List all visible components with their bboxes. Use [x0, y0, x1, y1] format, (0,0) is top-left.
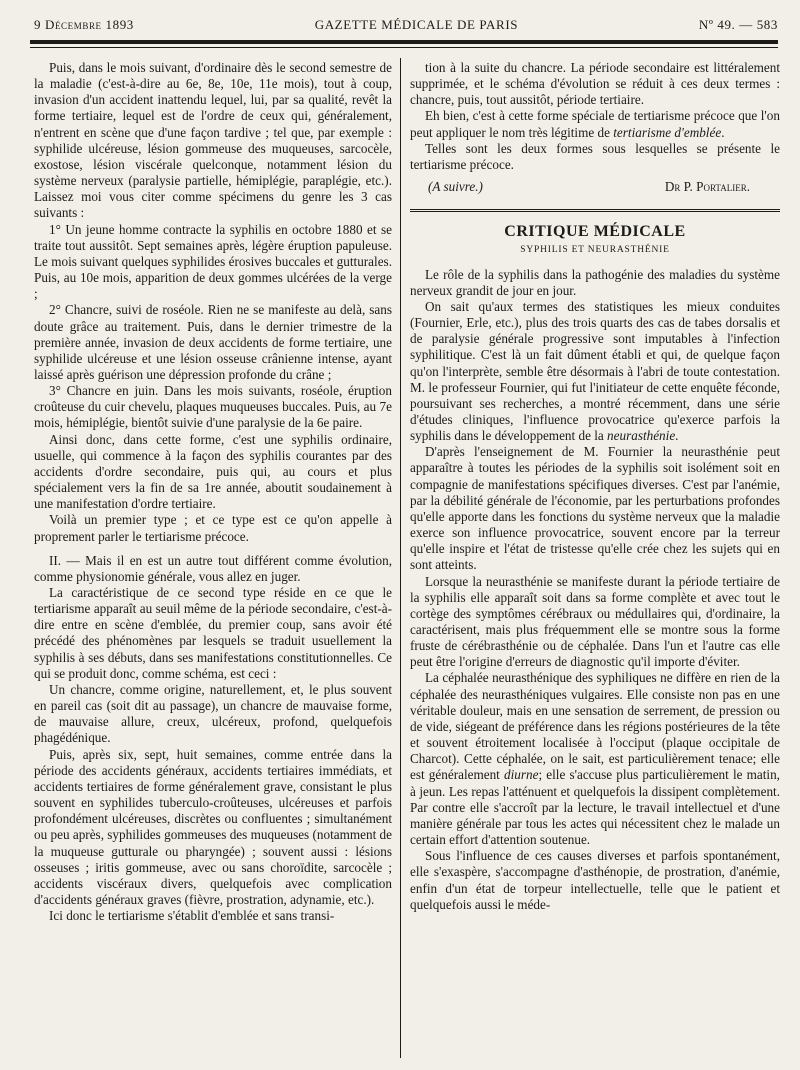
- paragraph: II. — Mais il en est un autre tout différent comme évolution, comme physionomie générale, vous allez en juger.: [34, 552, 392, 584]
- text-run: .: [721, 124, 725, 140]
- paragraph: Voilà un premier type ; et ce type est ce qu'on appelle à proprement parler le tertiarisme précoce.: [34, 512, 392, 544]
- paragraph: Lorsque la neurasthénie se manifeste durant la période tertiaire de la syphilis elle apparaît soit dans sa forme complète et avec tout le cortège des symptômes cérébraux ou médullaires qui, d'ordinaire, la caractérisent, mais plus fréquemment elle se montre sous la forme fruste de cérébrasthénie ou de céphalée. Dans l'un et l'autre cas elle peut être l'origine d'erreurs de diagnostic qu'il importe d'éviter.: [410, 573, 780, 670]
- paragraph: Puis, dans le mois suivant, d'ordinaire dès le second semestre de la maladie (c'est-à-dire au 6e, 8e, 10e, 11e mois), tout à coup, invasion d'un accident inattendu lequel, lui, par sa qualité, revêt la forme tertiaire, lequel est de l'ordre de ceux qui, généralement, n'entrent en scène que d'une façon tardive ; tel que, par exemple : syphilide ulcéreuse, lésion gommeuse des muqueuses, sarcocèle, exostose, lésion viscérale quelconque, notamment lésion du système nerveux (paralysie partielle, hémiplégie, paraplégie, etc.). Laissez moi vous citer comme spécimens du genre les 3 cas suivants :: [34, 60, 392, 221]
- paragraph: 2° Chancre, suivi de roséole. Rien ne se manifeste au delà, sans doute grâce au traitement. Puis, dans le dernier trimestre de la première année, invasion de deux accidents de forme tertiaire, une syphilide ulcéreuse et une lésion osseuse crânienne intense, ayant laissé après guérison une dépression profonde du crâne ;: [34, 302, 392, 382]
- paragraph: tion à la suite du chancre. La période secondaire est littéralement supprimée, et le schéma d'évolution se réduit à ces deux termes : chancre, puis, tout aussitôt, période tertiaire.: [410, 60, 780, 108]
- emphasis-text: diurne: [504, 767, 539, 783]
- paragraph: Telles sont les deux formes sous lesquelles se présente le tertiarisme précoce.: [410, 140, 780, 172]
- paragraph: Ici donc le tertiarisme s'établit d'emblée et sans transi-: [49, 908, 335, 924]
- section-separator: [410, 209, 780, 212]
- left-column: [34, 60, 392, 924]
- paragraph: 3° Chancre en juin. Dans les mois suivants, roséole, éruption croûteuse du cuir chevelu, plaques muqueuses buccales. Puis, au 7e mois, hémiplégie, bientôt suivie d'une paralysie de la 6e paire.: [34, 383, 392, 431]
- emphasis-text: tertiarisme d'emblée: [613, 124, 722, 140]
- section-subtitle: SYPHILIS ET NEURASTHÉNIE: [520, 245, 670, 256]
- text-run: La céphalée neurasthénique des syphiliques ne diffère en rien de la céphalée des neurasthéniques vulgaires. Elle consiste non pas en une véritable douleur, mais en une sensation de serrement, de pression ou de vide, siégeant de préférence dans les régions postérieures de la tête et souvent étroitement localisée à l'occiput (plaque occipitale de Charcot). Cette céphalée, on le sait, est particulièrement tenace; elle est généralement: [410, 670, 780, 783]
- author-name: Dr P. Portalier.: [664, 179, 750, 195]
- header-rule-thick: [30, 40, 778, 44]
- paragraph: [410, 108, 780, 140]
- page-header: [34, 14, 778, 36]
- text-run: On sait qu'aux termes des statistiques les mieux conduites (Fournier, Erle, etc.), plus des trois quarts des cas de tabes dorsalis et de paralysie générale progressive sont imputables à l'infection syphilitique. C'est là un fait dûment établi et qui, de quelque façon qu'on l'interprète, semble être désormais à l'abri de toute contestation. M. le professeur Fournier, qui fut l'initiateur de cette enquête féconde, poursuivant ses recherches, a montré récemment, dans une série d'études cliniques, l'influence provocatrice qu'exerce parfois la syphilis dans le développement de la: [410, 298, 780, 444]
- paragraph: Ainsi donc, dans cette forme, c'est une syphilis ordinaire, usuelle, qui commence à la façon des syphilis courantes par des accidents d'ordre secondaire, puis qui, au cours et plus spécialement vers la fin de sa 1re année, aboutit soudainement à une manifestation d'ordre tertiaire.: [34, 431, 392, 512]
- paragraph: D'après l'enseignement de M. Fournier la neurasthénie peut apparaître à toutes les périodes de la syphilis soit isolément soit en compagnie de manifestations spécifiques diverses. C'est par l'anémie, par la débilité générale de l'économie, par les perturbations profondes qu'elle apporte dans les fonctions du système nerveux que la maladie exerce son influence provocatrice, souvent encore par la terreur qu'elle inspire et l'état de tristesse qu'elle crée chez les sujets qui en sont atteints.: [410, 444, 780, 573]
- right-column: [410, 60, 780, 913]
- text-run: Eh bien, c'est à cette forme spéciale de tertiarisme précoce que l'on peut appliquer le nom très légitime de: [410, 108, 780, 140]
- column-divider: [400, 58, 401, 1058]
- text-run: ; elle s'accuse plus particulièrement le matin, à jeun. Les repas l'atténuent et quelquefois la dissipent complètement. Par contre elle s'accroît par la lecture, le travail intellectuel et d'une manière générale par tous les actes qui nécessitent chez le malade un certain effort d'attention soutenue.: [410, 767, 780, 848]
- section-title: CRITIQUE MÉDICALE: [504, 223, 686, 241]
- header-journal-title: GAZETTE MÉDICALE DE PARIS: [314, 17, 519, 32]
- to-follow-note: (A suivre.): [428, 179, 483, 195]
- header-issue-number: Nº 49. — 583: [698, 17, 778, 32]
- header-date: 9 Décembre 1893: [34, 17, 134, 32]
- text-run: .: [675, 428, 679, 444]
- paragraph: [410, 670, 780, 848]
- article-signature: [410, 179, 780, 195]
- paragraph: La caractéristique de ce second type réside en ce que le tertiarisme apparaît au seuil même de la période secondaire, c'est-à-dire entre en scène d'emblée, du premier coup, sans avoir été précédé des phénomènes par lesquels se traduit usuellement la syphilis à ses débuts, dans ses manifestations constitutionnelles. Ce qui se produit donc, comme schéma, est ceci :: [34, 585, 392, 681]
- paragraph: 1° Un jeune homme contracte la syphilis en octobre 1880 et se traite tout aussitôt. Sept semaines après, légère éruption papuleuse. Le mois suivant quelques syphilides érosives buccales et gutturales. Puis, au 10e mois, apparition de deux gommes ulcérées de la verge ;: [34, 221, 392, 302]
- paragraph: Un chancre, comme origine, naturellement, et, le plus souvent en pareil cas (soit dit au passage), un chancre de mauvaise forme, de mauvaise allure, creux, ulcéreux, profond, quelquefois phagédénique.: [34, 681, 392, 746]
- paragraph: Puis, après six, sept, huit semaines, comme entrée dans la période des accidents généraux, accidents tertiaires immédiats, et accidents tertiaires de forme généralement grave, consistant le plus souvent en syphilides tuberculo-croûteuses, ulcéreuses et parfois profondément ulcéreuses, discrètes ou confluentes ; simultanément ou peu après, syphilides gommeuses des muqueuses (notamment de la muqueuse gutturale ou pharyngée) ; souvent aussi : lésions osseuses ; iritis gommeuse, avec ou sans choroïdite, sarcocèle ; accidents viscéraux divers, quelquefois avec complication d'accidents généraux graves (fièvre, prostration, adynamie, etc.).: [34, 746, 392, 907]
- paragraph: Le rôle de la syphilis dans la pathogénie des maladies du système nerveux grandit de jour en jour.: [410, 266, 780, 298]
- header-rule-thin: [30, 47, 778, 48]
- paragraph: Sous l'influence de ces causes diverses et parfois spontanément, elle s'exaspère, s'accompagne d'asthénopie, de prostration, d'anémie, enfin d'un état de torpeur intellectuelle, telle que le patient et quelquefois aussi le méde-: [410, 848, 780, 912]
- emphasis-text: neurasthénie: [607, 428, 676, 444]
- paragraph: [410, 299, 780, 444]
